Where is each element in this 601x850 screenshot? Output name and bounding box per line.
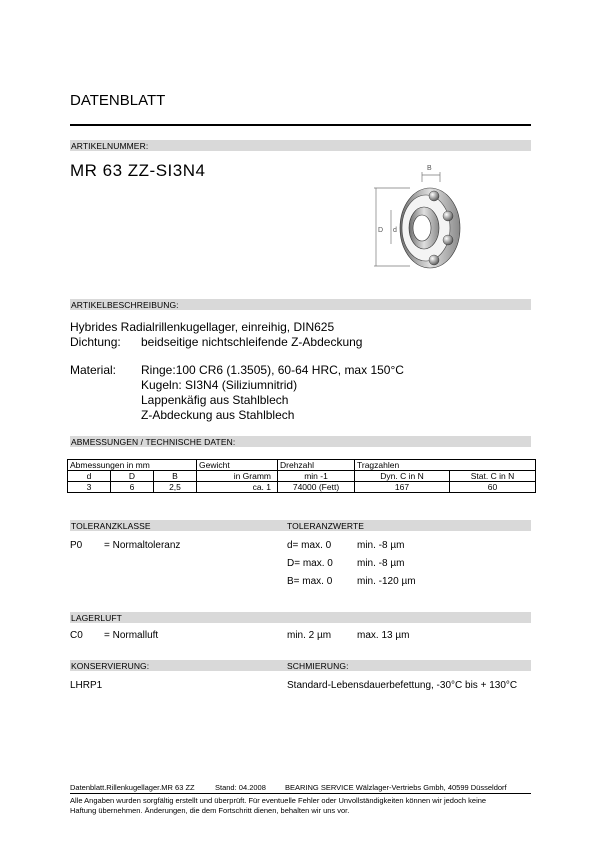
table-row	[68, 482, 536, 493]
tolerance-row-min: min. -8 µm	[357, 540, 405, 551]
tolerance-class-code: P0	[70, 540, 83, 551]
clearance-bar	[70, 612, 531, 623]
table-group-row	[68, 460, 536, 471]
footer-rule	[70, 793, 531, 794]
table-cell: ca. 1	[197, 482, 278, 493]
bearing-body	[400, 188, 460, 268]
clearance-min: min. 2 µm	[287, 630, 332, 641]
clearance-desc: = Normalluft	[104, 630, 159, 641]
dimension-label-b: B	[427, 165, 432, 172]
clearance-max: max. 13 µm	[357, 630, 410, 641]
table-cell: 74000 (Fett)	[278, 482, 355, 493]
tolerance-row-key: d= max. 0	[287, 540, 332, 551]
bearing-drawing	[370, 158, 470, 283]
tolerance-row-key: B= max. 0	[287, 576, 333, 587]
page-title: DATENBLATT	[70, 92, 166, 109]
table-header-cell: Abmessungen in mm	[68, 460, 197, 471]
material-line: Ringe:100 CR6 (1.3505), 60-64 HRC, max 150°C	[141, 363, 404, 377]
material-line: Z-Abdeckung aus Stahlblech	[141, 408, 295, 422]
tolerance-values-label: TOLERANZWERTE	[287, 521, 365, 531]
dichtung-key: Dichtung:	[70, 335, 121, 349]
table-cell: 3	[68, 482, 111, 493]
footer-company: BEARING SERVICE Wälzlager-Vertriebs Gmbh, 40599 Düsseldorf	[285, 783, 507, 792]
table-header-cell: in Gramm	[197, 471, 278, 482]
footer-date: Stand: 04.2008	[215, 783, 266, 792]
description-line: Hybrides Radialrillenkugellager, einreihig, DIN625	[70, 320, 335, 334]
table-header-cell: B	[154, 471, 197, 482]
footer-file: Datenblatt.Rillenkugellager.MR 63 ZZ	[70, 783, 195, 792]
footer-disclaimer: Haftung übernehmen. Änderungen, die dem Fortschritt dienen, behalten wir uns vor.	[70, 806, 350, 815]
dimensions-label: ABMESSUNGEN / TECHNISCHE DATEN:	[71, 437, 236, 447]
table-header-cell: Dyn. C in N	[355, 471, 450, 482]
description-label: ARTIKELBESCHREIBUNG:	[71, 300, 179, 310]
article-number-value: MR 63 ZZ-SI3N4	[70, 161, 206, 180]
table-cell: 2,5	[154, 482, 197, 493]
footer-disclaimer: Alle Angaben wurden sorgfältig erstellt und überprüft. Für eventuelle Fehler oder Unvollständigkeiten können wir jedoch keine	[70, 796, 487, 805]
lubrication-value: Standard-Lebensdauerbefettung, -30°C bis + 130°C	[287, 680, 518, 691]
tolerance-row-min: min. -120 µm	[357, 576, 416, 587]
material-key: Material:	[70, 363, 117, 377]
table-header-cell: d	[68, 471, 111, 482]
table-header-cell: Drehzahl	[278, 460, 355, 471]
clearance-label: LAGERLUFT	[71, 613, 122, 623]
table-header-cell: min -1	[278, 471, 355, 482]
table-subheader-row	[68, 471, 536, 482]
preservation-value: LHRP1	[70, 680, 103, 691]
dimension-label-inner-d: d	[393, 227, 397, 234]
title-rule	[70, 124, 531, 126]
table-header-cell: D	[111, 471, 154, 482]
table-cell: 6	[111, 482, 154, 493]
tolerance-row-min: min. -8 µm	[357, 558, 405, 569]
dichtung-value: beidseitige nichtschleifende Z-Abdeckung	[141, 335, 363, 349]
table-header-cell: Stat. C in N	[450, 471, 536, 482]
tolerance-class-desc: = Normaltoleranz	[104, 540, 181, 551]
lubrication-label: SCHMIERUNG:	[287, 661, 349, 671]
dimensions-table	[67, 459, 536, 493]
table-header-cell: Tragzahlen	[355, 460, 536, 471]
article-number-label: ARTIKELNUMMER:	[71, 141, 149, 151]
tolerance-row-key: D= max. 0	[287, 558, 333, 569]
tolerance-class-label: TOLERANZKLASSE	[71, 521, 151, 531]
material-line: Kugeln: SI3N4 (Siliziumnitrid)	[141, 378, 298, 392]
table-cell: 60	[450, 482, 536, 493]
clearance-code: C0	[70, 630, 83, 641]
table-cell: 167	[355, 482, 450, 493]
preservation-label: KONSERVIERUNG:	[71, 661, 150, 671]
table-header-cell: Gewicht	[197, 460, 278, 471]
dimension-label-outer-d: D	[378, 227, 384, 234]
material-line: Lappenkäfig aus Stahlblech	[141, 393, 289, 407]
